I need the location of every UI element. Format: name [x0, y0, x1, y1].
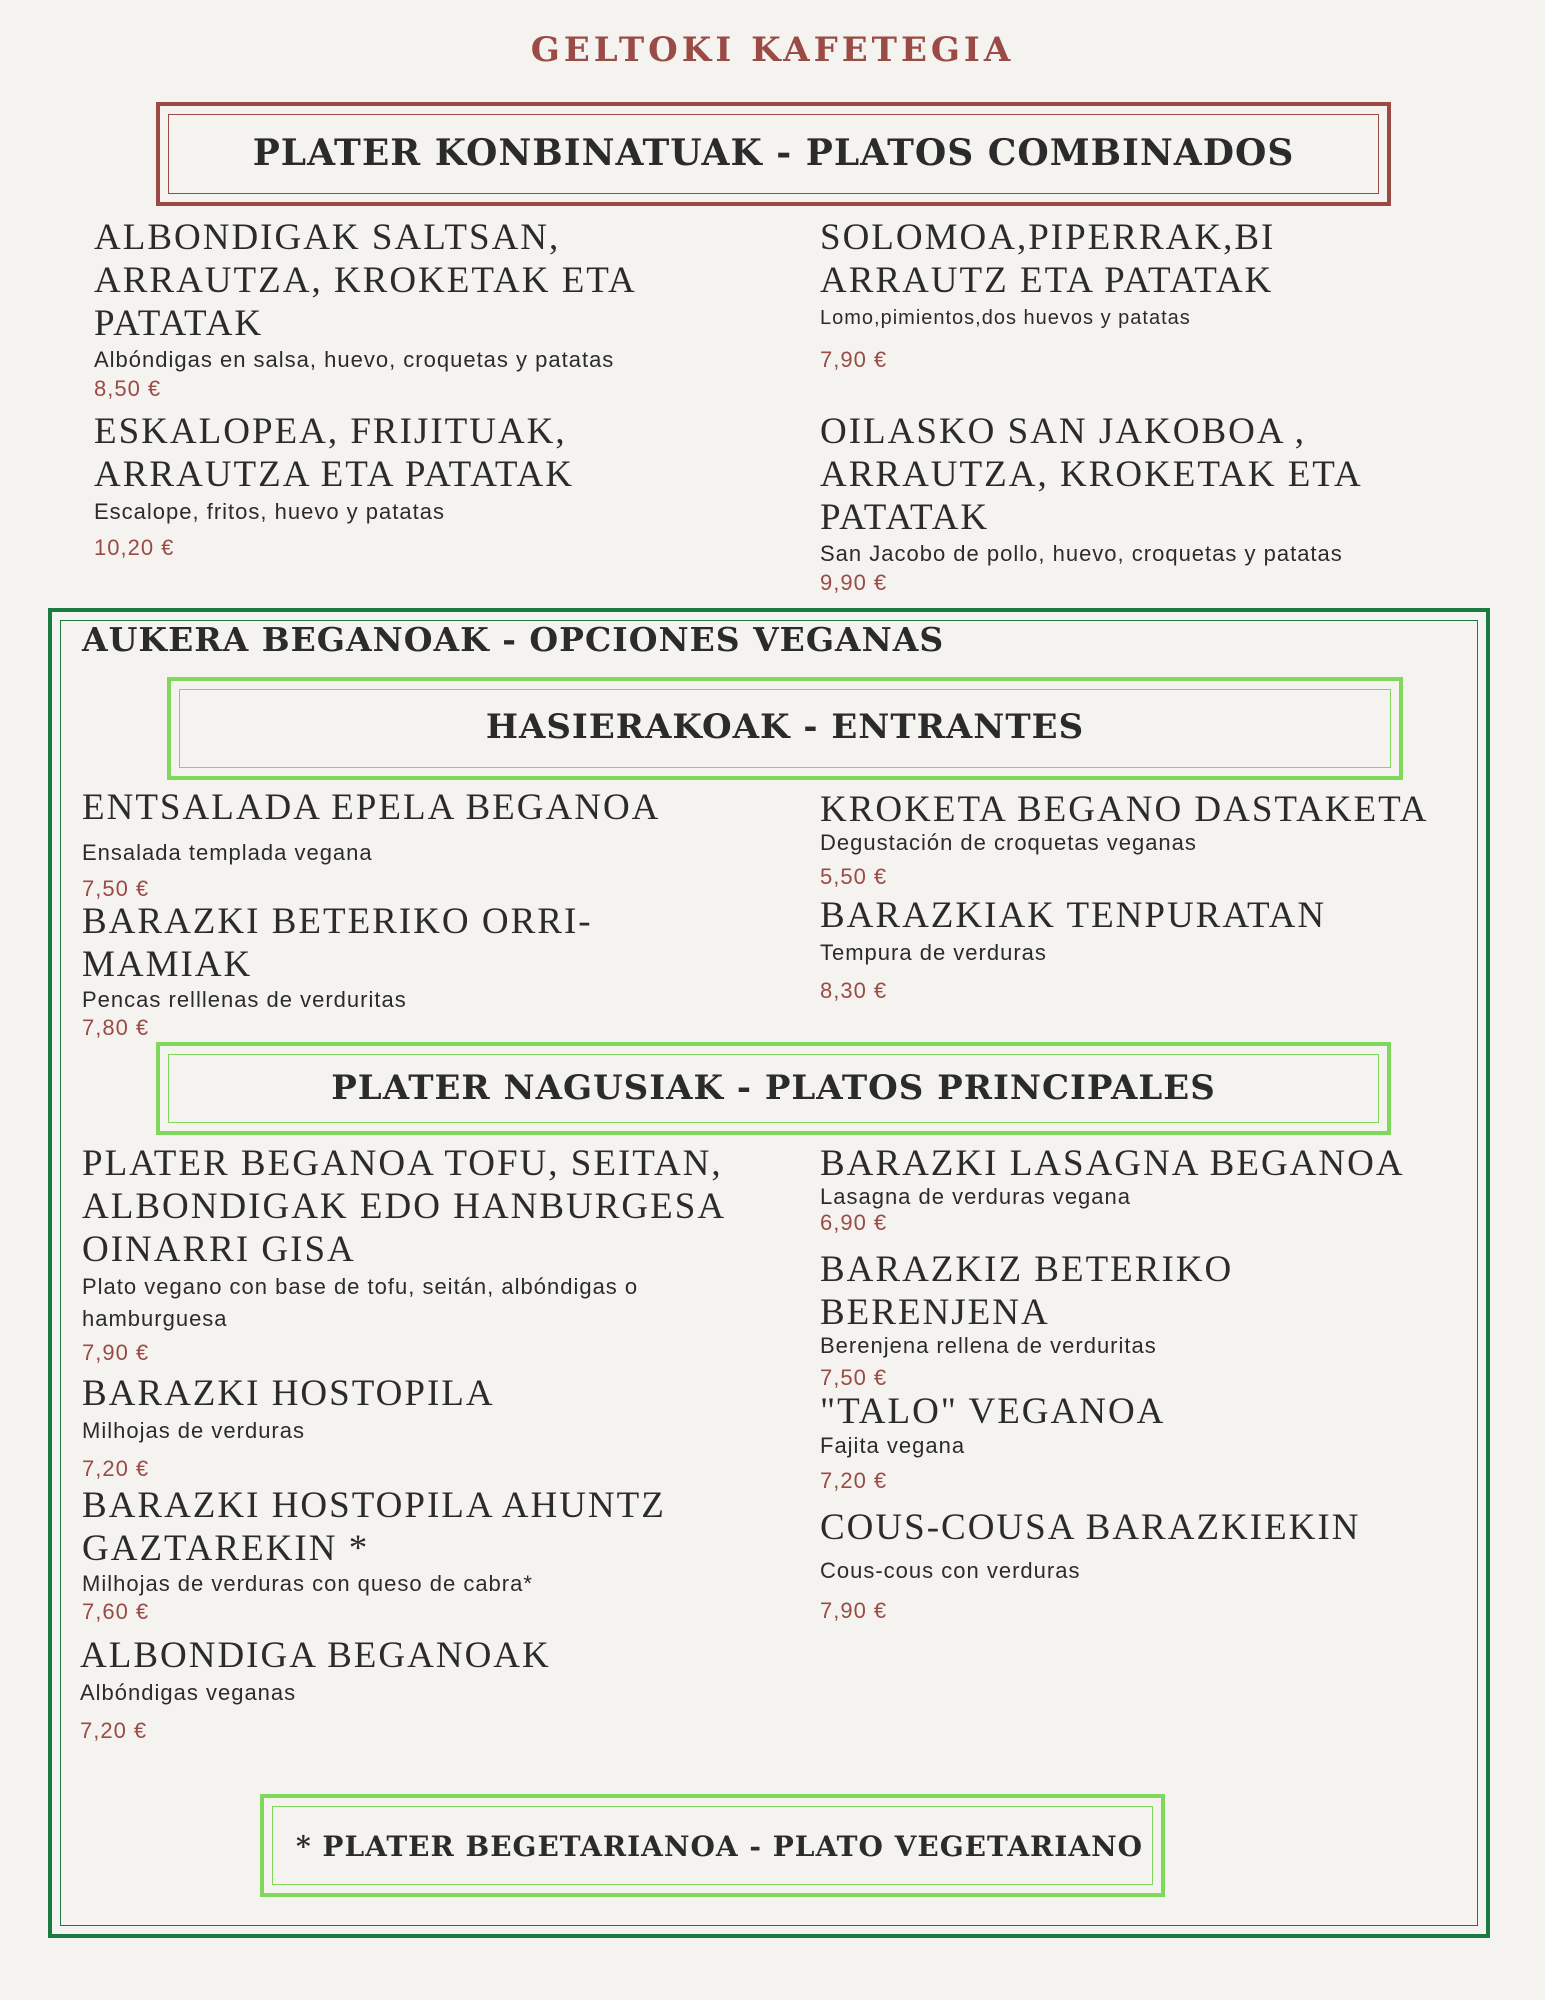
- item-price: 7,50 €: [82, 876, 150, 901]
- item-desc: Escalope, fritos, huevo y patatas: [94, 499, 445, 524]
- combined-heading-box: [156, 102, 1391, 206]
- item-desc: Degustación de croquetas veganas: [820, 830, 1197, 855]
- vegetarian-note: * PLATER BEGETARIANOA - PLATO VEGETARIANO: [296, 1830, 1144, 1863]
- item-desc: Plato vegano con base de tofu, seitán, albóndigas o hamburguesa: [82, 1274, 639, 1331]
- item-price: 7,20 €: [82, 1456, 150, 1481]
- menu-item: [82, 1142, 742, 1367]
- item-price: 7,90 €: [820, 347, 888, 372]
- menu-item: [820, 216, 1420, 374]
- vegan-section-title: AUKERA BEGANOAK - OPCIONES VEGANAS: [82, 620, 945, 659]
- item-price: 8,30 €: [820, 978, 888, 1003]
- item-desc: Ensalada templada vegana: [82, 840, 373, 865]
- menu-item: [80, 1634, 740, 1745]
- menu-item: [82, 1372, 742, 1483]
- menu-item: [82, 786, 742, 903]
- item-name: ENTSALADA EPELA BEGANOA: [82, 787, 661, 828]
- vegetarian-note-box: [260, 1794, 1165, 1897]
- item-desc: Albóndigas veganas: [80, 1680, 297, 1705]
- item-name: ALBONDIGA BEGANOAK: [80, 1635, 551, 1676]
- item-desc: San Jacobo de pollo, huevo, croquetas y patatas: [820, 541, 1343, 566]
- item-name: ESKALOPEA, FRIJITUAK, ARRAUTZA ETA PATATAK: [94, 411, 574, 495]
- combined-heading: PLATER KONBINATUAK - PLATOS COMBINADOS: [252, 132, 1295, 174]
- item-name: BARAZKI HOSTOPILA: [82, 1373, 495, 1414]
- mains-heading: PLATER NAGUSIAK - PLATOS PRINCIPALES: [331, 1068, 1216, 1108]
- item-desc: Albóndigas en salsa, huevo, croquetas y patatas: [94, 347, 615, 372]
- item-name: COUS-COUSA BARAZKIEKIN: [820, 1507, 1361, 1548]
- menu-item: [820, 1142, 1480, 1237]
- item-price: 7,60 €: [82, 1599, 150, 1624]
- menu-item: [820, 1390, 1480, 1495]
- starters-heading: HASIERAKOAK - ENTRANTES: [485, 707, 1085, 747]
- item-desc: Fajita vegana: [820, 1433, 966, 1458]
- item-price: 7,90 €: [820, 1598, 888, 1623]
- item-name: PLATER BEGANOA TOFU, SEITAN, ALBONDIGAK EDO HANBURGESA OINARRI GISA: [82, 1143, 724, 1270]
- item-desc: Lomo,pimientos,dos huevos y patatas: [820, 307, 1191, 329]
- item-name: BARAZKIAK TENPURATAN: [820, 895, 1327, 936]
- item-desc: Milhojas de verduras: [82, 1418, 305, 1443]
- menu-item: [820, 788, 1480, 891]
- starters-heading-box: [167, 677, 1403, 780]
- menu-item: [820, 1506, 1480, 1625]
- item-desc: Cous-cous con verduras: [820, 1558, 1081, 1583]
- menu-item: [82, 900, 642, 1042]
- item-price: 7,80 €: [82, 1015, 150, 1040]
- mains-heading-box: [156, 1042, 1391, 1135]
- item-price: 5,50 €: [820, 864, 888, 889]
- item-name: OILASKO SAN JAKOBOA , ARRAUTZA, KROKETAK ETA PATATAK: [820, 411, 1361, 538]
- item-name: "TALO" VEGANOA: [820, 1391, 1166, 1432]
- menu-item: [820, 1248, 1380, 1392]
- item-price: 7,20 €: [80, 1718, 148, 1743]
- item-price: 8,50 €: [94, 376, 162, 401]
- menu-item: [82, 1484, 742, 1626]
- item-desc: Lasagna de verduras vegana: [820, 1184, 1131, 1209]
- item-price: 7,50 €: [820, 1365, 888, 1390]
- item-name: BARAZKI HOSTOPILA AHUNTZ GAZTAREKIN *: [82, 1485, 666, 1569]
- menu-item: [820, 894, 1480, 1005]
- item-desc: Berenjena rellena de verduritas: [820, 1333, 1157, 1358]
- menu-item: [94, 216, 754, 403]
- item-name: BARAZKIZ BETERIKO BERENJENA: [820, 1249, 1234, 1333]
- menu-item: [94, 410, 754, 562]
- item-price: 7,90 €: [82, 1340, 150, 1365]
- item-desc: Pencas relllenas de verduritas: [82, 987, 407, 1012]
- restaurant-title: GELTOKI KAFETEGIA: [530, 30, 1015, 70]
- item-name: KROKETA BEGANO DASTAKETA: [820, 789, 1429, 830]
- item-name: BARAZKI LASAGNA BEGANOA: [820, 1143, 1405, 1184]
- item-name: ALBONDIGAK SALTSAN, ARRAUTZA, KROKETAK ETA PATATAK: [94, 217, 635, 344]
- item-desc: Tempura de verduras: [820, 940, 1047, 965]
- item-name: BARAZKI BETERIKO ORRI-MAMIAK: [82, 901, 593, 985]
- item-price: 9,90 €: [820, 570, 888, 595]
- item-price: 6,90 €: [820, 1210, 888, 1235]
- item-name: SOLOMOA,PIPERRAK,BI ARRAUTZ ETA PATATAK: [820, 217, 1276, 301]
- item-price: 7,20 €: [820, 1468, 888, 1493]
- item-desc: Milhojas de verduras con queso de cabra*: [82, 1571, 533, 1596]
- item-price: 10,20 €: [94, 535, 175, 560]
- menu-item: [820, 410, 1460, 597]
